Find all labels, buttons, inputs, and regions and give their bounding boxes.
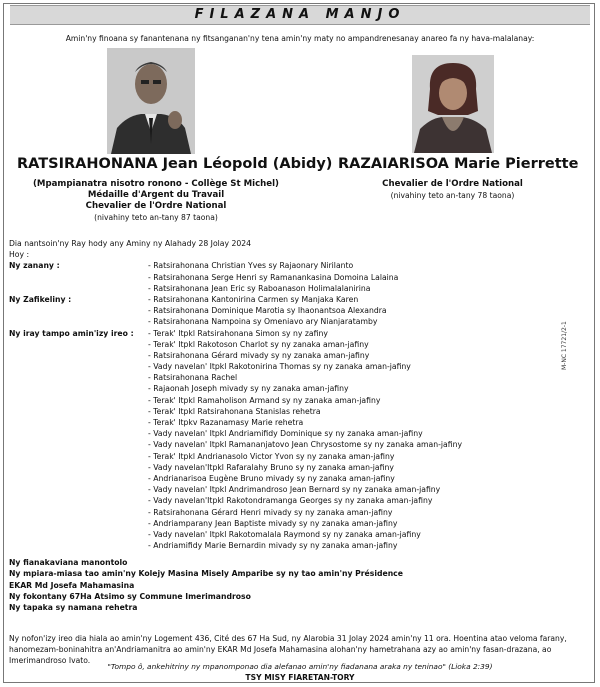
- list-item: - Rajaonah Joseph mivady sy ny zanaka aman-jafiny: [148, 384, 349, 394]
- mourner-line: Ny tapaka sy namana rehetra: [9, 603, 138, 612]
- list-item: - Ratsirahonana Nampoina sy Omeniavo ary Nianjaratamby: [148, 317, 378, 327]
- portrait-right-image: [412, 55, 494, 153]
- deceased-name-left: RATSIRAHONANA Jean Léopold (Abidy): [17, 156, 333, 172]
- left-age: (nivahiny teto an-tany 87 taona): [94, 213, 218, 222]
- deceased-left-titles: [8, 179, 304, 223]
- list-item: - Andrianarisoa Eugène Bruno mivady sy ny zanaka aman-jafiny: [148, 473, 395, 483]
- list-item: - Ratsirahonana Gérard mivady sy ny zanaka aman-jafiny: [148, 350, 370, 360]
- list-item: - Terak' Itpkl Rakotoson Charlot sy ny zanaka aman-jafiny: [148, 339, 369, 349]
- mourner-line: EKAR Md Josefa Mahamasina: [9, 580, 135, 590]
- group-label: Ny Zafikeliny :: [9, 294, 72, 304]
- list-item: - Andriamifidy Marie Bernardin mivady sy ny zanaka aman-jafiny: [148, 541, 398, 551]
- notice-body: [9, 238, 589, 613]
- group-label: Ny zanany :: [9, 261, 60, 271]
- list-item: - Terak' Itpkl Ratsirahonana Simon sy ny zafiny: [148, 328, 328, 338]
- list-item: - Terak' Itpkl Andrianasolo Victor Yvon sy ny zanaka aman-jafiny: [148, 451, 395, 461]
- intro-text: Amin'ny finoana sy fanantenana ny fitsanganan'ny tena amin'ny maty no ampandrenesanay anareo fa ny hava-malalanay:: [65, 34, 535, 43]
- portrait-left: [107, 48, 195, 154]
- list-item: - Vady navelan' Itpkl Rakotomalala Raymond sy ny zanaka aman-jafiny: [148, 529, 421, 539]
- portrait-right: [412, 55, 494, 153]
- group-children: [9, 260, 589, 294]
- list-item: - Terak' Itpkl Ratsirahonana Stanislas rehetra: [148, 406, 321, 416]
- closing-signature: TSY MISY FIARETAN-TORY: [245, 673, 355, 682]
- notice-header: FILAZANA MANJO: [10, 5, 590, 25]
- mourner-line: Ny fianakaviana manontolo: [9, 558, 128, 568]
- list-item: - Vady navelan'Itpkl Rafaralahy Bruno sy ny zanaka aman-jafiny: [148, 462, 394, 472]
- other-mourners: [9, 557, 589, 613]
- left-title-1: (Mpampianatra nisotro ronono - Collège St Michel): [32, 179, 279, 189]
- right-age: (nivahiny teto an-tany 78 taona): [390, 191, 515, 200]
- list-item: - Vady navelan'Itpkl Rakotondramanga Georges sy ny zanaka aman-jafiny: [148, 496, 433, 506]
- left-title-2: Médaille d'Argent du Travail: [87, 190, 225, 200]
- list-item: - Andriamparany Jean Baptiste mivady sy ny zanaka aman-jafiny: [148, 518, 398, 528]
- list-item: - Vady navelan' Itpkl Andriamifidy Dominique sy ny zanaka aman-jafiny: [148, 429, 423, 439]
- bible-quote: "Tompo ô, ankehitriny ny mpanomponao dia alefanao amin'ny fiadanana araka ny teninao" (Lioka 2:39): [107, 662, 493, 671]
- side-reference-code: M-NC 17721/2-1: [561, 321, 568, 370]
- portrait-left-image: [107, 48, 195, 154]
- mourner-line: Ny fokontany 67Ha Atsimo sy Commune Imerimandroso: [9, 591, 251, 601]
- list-item: - Ratsirahonana Dominique Marotia sy Ihaonantsoa Alexandra: [148, 306, 387, 316]
- group-label: Ny iray tampo amin'izy ireo :: [9, 328, 134, 338]
- list-item: - Ratsirahonana Gérard Henri mivady sy ny zanaka aman-jafiny: [148, 507, 393, 517]
- list-item: - Ratsirahonana Serge Henri sy Ramanankasina Domoina Lalaina: [148, 272, 399, 282]
- mourner-line: Ny mpiara-miasa tao amin'ny Kolejy Masina Misely Amparibe sy ny tao amin'ny Présidence: [9, 569, 403, 579]
- group-siblings: [9, 328, 589, 552]
- right-title-1: Chevalier de l'Ordre National: [382, 179, 523, 189]
- left-title-3: Chevalier de l'Ordre National: [85, 201, 227, 211]
- group-grandchildren: [9, 294, 589, 328]
- list-item: - Ratsirahonana Jean Eric sy Raboanason Holimalalanirina: [148, 283, 371, 293]
- deceased-right-titles: [315, 179, 590, 201]
- list-item: - Terak' Itpkv Razanamasy Marie rehetra: [148, 418, 304, 427]
- list-item: - Vady navelan' Itpkl Andrimandroso Jean Bernard sy ny zanaka aman-jafiny: [148, 485, 441, 495]
- list-item: - Ratsirahonana Kantonirina Carmen sy Manjaka Karen: [148, 294, 359, 304]
- date-line: Dia nantsoin'ny Ray hody any Aminy ny Alahady 28 Jolay 2024: [9, 239, 252, 248]
- hoy-line: Hoy :: [9, 250, 30, 260]
- funeral-details: Ny nofon'izy ireo dia hiala ao amin'ny Logement 436, Cité des 67 Ha Sud, ny Alarobia 31 Jolay 2024 amin'ny 11 ora. Hoentina atao veloma farany, hanomezam-boninahitra an'Andriamanitra ao amin'ny EKAR Md Josefa Mahamasina alohan'ny hametrahana azy ao amin'ny fasan-drazana, ao Imerimandroso Ivato.: [9, 634, 567, 666]
- list-item: - Vady navelan' Itpkl Rakotonirina Thomas sy ny zanaka aman-jafiny: [148, 362, 411, 372]
- deceased-name-right: RAZAIARISOA Marie Pierrette: [338, 156, 579, 172]
- list-item: - Ratsirahonana Rachel: [148, 373, 238, 383]
- list-item: - Ratsirahonana Christian Yves sy Rajaonary Nirilanto: [148, 261, 354, 271]
- list-item: - Terak' Itpkl Ramaholison Armand sy ny zanaka aman-jafiny: [148, 395, 381, 405]
- list-item: - Vady navelan' Itpkl Ramananjatovo Jean Chrysostome sy ny zanaka aman-jafiny: [148, 440, 462, 450]
